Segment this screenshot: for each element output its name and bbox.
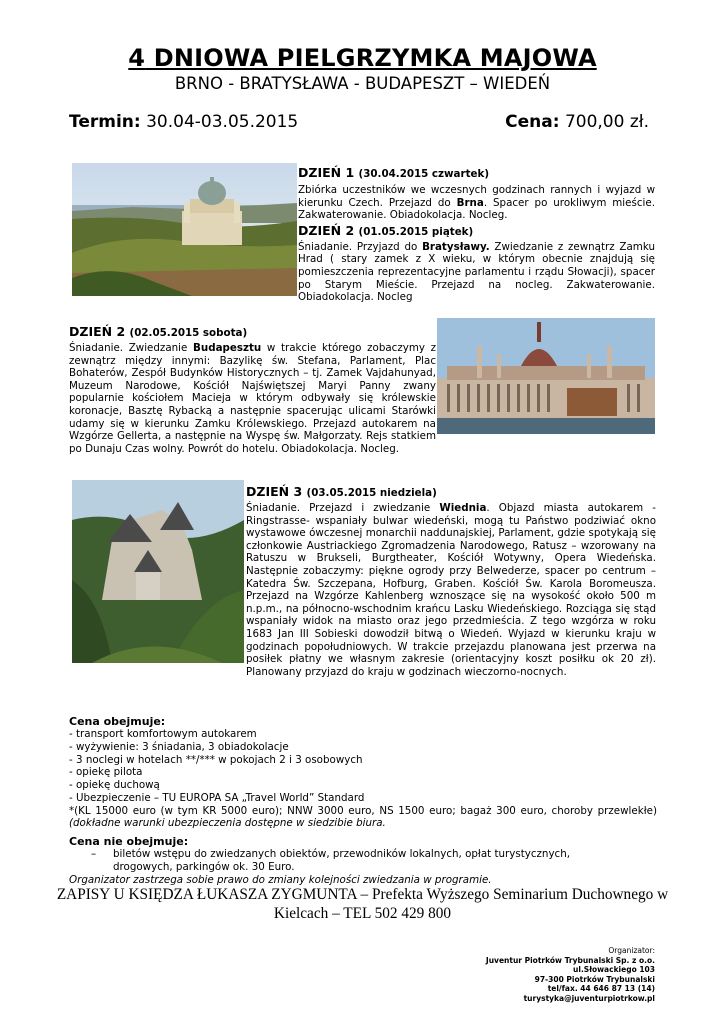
day2a-city: Bratysławy. — [422, 240, 490, 253]
day3-text-b: . Objazd miasta autokarem - Ringstrasse- wspaniały bulwar wiedeński, mogą tu Państwo podziwiać okno wystawowe ówczesnej monarchii naddunajskiej, Parlament, gdzie spotykają się członkowie Austriackiego Zgromadzenia Narodowego, Ratusz – wzorowany na Ratuszu w Brukseli, Burgtheater, Kościół Wotywny, Opera Wiedeńska. Następnie zobaczymy: piękne ogrody przy Belwederze, spacer po centrum – Katedra Św. Szczepana, Hofburg, Graben. Kościół Św. Karola Boromeusza. Przejazd na Wzgórze Kahlenberg wznoszące się na wysokość około 500 m n.p.m., na północno-wschodnim krańcu Lasku Wiedeńskiego. Rozciąga się stąd wspaniały widok na miasto oraz jego przedmieścia. Z tego wzgórza w roku 1683 Jan III Sobieski dowodził bitwą o Wiedeń. Wyjazd w kierunku kraju w godzinach popołudniowych. W trakcie przejazdu planowana jest przerwa na posiłek płatny we własnym zakresie (orientacyjny koszt posiłku ok 20 zł). Planowany przyjazd do kraju w godzinach wieczorno-nocnych. — [246, 502, 656, 678]
organizer-email[interactable]: turystyka@juventurpiotrkow.pl — [523, 993, 655, 1003]
excludes-text: biletów wstępu do zwiedzanych obiektów, przewodników lokalnych, opłat turystycznych, drogowych, parkingów ok. 30 Euro. — [113, 848, 571, 873]
title-text: DNIOWA PIELGRZYMKA MAJOWA — [145, 44, 597, 72]
day2a-heading — [298, 223, 655, 240]
page-title — [0, 44, 725, 72]
day2b-text-b: w trakcie którego zobaczymy z zewnątrz między innymi: Bazylikę św. Stefana, Parlament, Plac Bohaterów, Zespół Budynków Historycznych – tj. Zamek Vajdahunyad, Muzeum Narodowe, Kościół Najświętszej Maryi Panny zwany popularnie kościołem Macieja w którym odbywały się królewskie koronacje, Basztę Rybacką a następnie spacerując ulicami Starówki udamy się w kierunku Zamku Królewskiego. Przejazd autokarem na Wzgórze Gellerta, a następnie na Wyspę św. Małgorzaty. Rejs statkiem po Dunaju Czas wolny. Powrót do hotelu. Obiadokolacja. Nocleg. — [69, 342, 437, 455]
price-value: 700,00 zł. — [564, 112, 649, 132]
signup-line-2: Kielcach – TEL 502 429 800 — [273, 905, 452, 922]
excludes-heading: Cena nie obejmuje: — [69, 835, 189, 848]
price-label: Cena: — [505, 112, 560, 132]
organizer-label: Organizator: — [608, 946, 655, 955]
organizer-phone: tel/fax. 44 646 87 13 (14) — [547, 984, 655, 994]
includes-list — [69, 728, 657, 805]
day3-block — [246, 484, 656, 678]
includes-heading: Cena obejmuje: — [69, 715, 166, 728]
day2a-text-b: Zwiedzanie z zewnątrz Zamku Hrad ( stary zamek z X wieku, w którym obecnie znajdują się pomieszczenia reprezentacyjne parlamentu i rządu Słowacji), spacer po Starym Mieście. Przejazd na nocleg. Zakwaterowanie. Obiadokolacja. Nocleg — [298, 240, 655, 304]
trip-price — [505, 112, 649, 132]
price-includes — [69, 715, 657, 830]
day1-date: (30.04.2015 czwartek) — [358, 168, 490, 180]
organizer-footer — [486, 946, 655, 1004]
day2b-text — [69, 342, 436, 455]
day3-title: DZIEŃ 3 — [246, 484, 303, 499]
day2b-date: (02.05.2015 sobota) — [129, 327, 248, 339]
title-number: 4 — [128, 44, 146, 72]
day3-city: Wiednia — [439, 502, 487, 514]
day2b-city: Budapesztu — [193, 342, 262, 354]
parliament-photo — [437, 318, 655, 434]
excludes-item — [69, 848, 657, 874]
day2b-heading — [69, 324, 436, 341]
day2b-title: DZIEŃ 2 — [69, 324, 126, 339]
page-subtitle: BRNO - BRATYSŁAWA - BUDAPESZT – WIEDEŃ — [174, 74, 551, 93]
day1-text — [298, 184, 655, 222]
day1-block — [298, 165, 655, 304]
day2b-block — [69, 324, 436, 455]
basilica-photo — [72, 163, 297, 296]
list-item: - opiekę duchową — [69, 779, 160, 792]
insurance-note — [69, 805, 657, 830]
day2a-title: DZIEŃ 2 — [298, 222, 355, 238]
termin-value: 30.04-03.05.2015 — [146, 112, 299, 132]
insurance-conditions: (dokładne warunki ubezpieczenia dostępne w siedzibie biura. — [69, 817, 386, 830]
list-item: - Ubezpieczenie – TU EUROPA SA „Travel World” Standard — [69, 791, 365, 804]
day2a-text-a: Śniadanie. Przyjazd do — [298, 240, 423, 253]
day1-title: DZIEŃ 1 — [298, 165, 355, 180]
day1-heading — [298, 165, 655, 182]
list-item: - 3 noclegi w hotelach **/*** w pokojach 2 i 3 osobowych — [69, 753, 363, 766]
day1-city: Brna — [456, 196, 484, 209]
day3-heading — [246, 484, 656, 501]
list-item: - wyżywienie: 3 śniadania, 3 obiadokolacje — [69, 740, 289, 753]
price-excludes — [69, 835, 657, 886]
day2a-date: (01.05.2015 piątek) — [358, 225, 474, 238]
trip-dates — [69, 112, 298, 132]
excludes-bullet: – — [91, 848, 97, 860]
organizer-note: Organizator zastrzega sobie prawo do zmiany kolejności zwiedzania w programie. — [69, 873, 492, 886]
signup-line-1: ZAPISY U KSIĘDZA ŁUKASZA ZYGMUNTA – Prefekta Wyższego Seminarium Duchownego w — [56, 886, 669, 903]
organizer-street: ul.Słowackiego 103 — [573, 965, 655, 975]
castle-photo — [72, 480, 244, 663]
day3-text-a: Śniadanie. Przejazd i zwiedzanie — [246, 502, 440, 514]
signup-info — [40, 885, 685, 923]
insurance-details: *(KL 15000 euro (w tym KR 5000 euro); NNW 3000 euro, NS 1500 euro; bagaż 300 euro, choroby przewlekłe) — [69, 804, 657, 817]
day2a-text — [298, 241, 655, 304]
list-item: - opiekę pilota — [69, 766, 143, 779]
list-item: - transport komfortowym autokarem — [69, 728, 257, 740]
day1-text-b: . Spacer po urokliwym mieście. Zakwaterowanie. Obiadokolacja. Nocleg. — [298, 196, 655, 222]
organizer-name: Juventur Piotrków Trybunalski Sp. z o.o. — [485, 955, 655, 965]
day1-text-a: Zbiórka uczestników we wczesnych godzinach rannych i wyjazd w kierunku Czech. Przejazd do — [298, 184, 655, 209]
day3-text — [246, 502, 656, 678]
day2b-text-a: Śniadanie. Zwiedzanie — [69, 342, 194, 354]
organizer-city: 97-300 Piotrków Trybunalski — [534, 974, 655, 984]
day3-date: (03.05.2015 niedziela) — [306, 487, 437, 499]
termin-label: Termin: — [69, 112, 141, 132]
